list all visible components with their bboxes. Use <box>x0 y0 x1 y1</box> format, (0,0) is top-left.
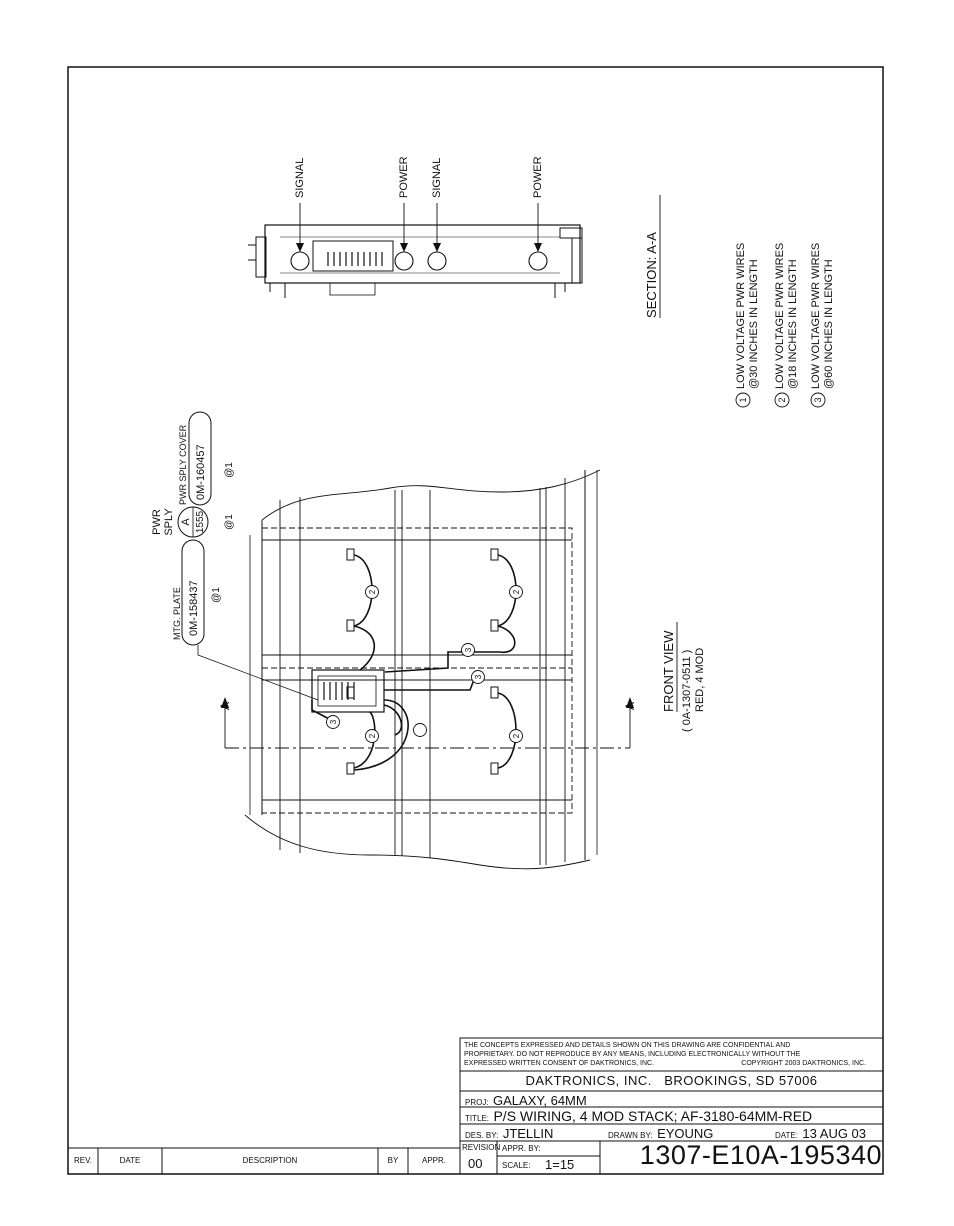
power-supply-letter: A <box>180 518 192 526</box>
power-connector <box>395 252 413 270</box>
confidential-line-row <box>464 1059 880 1068</box>
revision-header-by: BY <box>387 1156 399 1165</box>
confidential-notice <box>464 1041 880 1068</box>
scale-label: SCALE: <box>502 1161 531 1170</box>
svg-text:2: 2 <box>512 589 521 595</box>
svg-text:3: 3 <box>464 647 473 653</box>
scale-value: 1=15 <box>545 1157 575 1172</box>
note-line: LOW VOLTAGE PWR WIRES <box>810 242 822 389</box>
plate-part-number: 0M-158437 <box>188 580 200 636</box>
front-view-desc: RED, 4 MOD <box>694 647 706 712</box>
confidential-line: PROPRIETARY. DO NOT REPRODUCE BY ANY MEANS, INCLUDING ELECTRONICALLY WITHOUT THE <box>464 1051 801 1058</box>
power-supply-qty: @1 <box>224 514 235 530</box>
note-number: 1 <box>738 397 748 403</box>
signal-connector <box>428 252 446 270</box>
front-view-part: ( 0A-1307-0511 ) <box>681 649 693 732</box>
project-value: GALAXY, 64MM <box>493 1093 587 1108</box>
title-label: TITLE: <box>465 1114 490 1123</box>
confidential-line: THE CONCEPTS EXPRESSED AND DETAILS SHOWN ON THIS DRAWING ARE CONFIDENTIAL AND <box>464 1042 791 1049</box>
break-line <box>245 815 590 869</box>
svg-text:2: 2 <box>368 733 377 739</box>
copyright: COPYRIGHT 2003 DAKTRONICS, INC. <box>741 1060 866 1067</box>
power-supply-callout <box>151 412 318 700</box>
company-name: DAKTRONICS, INC. BROOKINGS, SD 57006 <box>525 1073 818 1088</box>
drawn-by-label: DRAWN BY: <box>608 1131 653 1140</box>
cover-qty: @1 <box>224 462 235 478</box>
approved-by-label: APPR. BY: <box>502 1144 541 1153</box>
svg-text:2: 2 <box>512 733 521 739</box>
section-view <box>248 156 660 318</box>
title-value: P/S WIRING, 4 MOD STACK; AF-3180-64MM-RED <box>493 1108 813 1124</box>
callout-power-label: POWER <box>532 156 544 198</box>
section-marker-left: A <box>218 701 232 710</box>
note-line: LOW VOLTAGE PWR WIRES <box>774 242 786 389</box>
confidential-line: EXPRESSED WRITTEN CONSENT OF DAKTRONICS, INC. <box>464 1060 655 1067</box>
section-marker-right: A <box>623 701 637 710</box>
front-view <box>218 470 706 869</box>
note-line: LOW VOLTAGE PWR WIRES <box>735 242 747 389</box>
note-number: 3 <box>813 397 823 403</box>
note-line: @30 INCHES IN LENGTH <box>748 259 760 389</box>
svg-text:3: 3 <box>329 719 338 725</box>
designer-label: DES. BY: <box>465 1131 499 1140</box>
break-line <box>262 470 600 520</box>
designer-value: JTELLIN <box>502 1126 554 1141</box>
power-supply-label: SPLY <box>163 508 175 536</box>
drawing-number: 1307-E10A-195340 <box>639 1140 882 1170</box>
section-title: SECTION: A-A <box>644 232 659 318</box>
project-label: PROJ: <box>465 1098 489 1107</box>
front-view-title: FRONT VIEW <box>661 630 676 712</box>
svg-text:3: 3 <box>474 674 483 680</box>
power-supply-number: 1555 <box>195 510 206 534</box>
cover-part-number: 0M-160457 <box>195 444 207 500</box>
note-line: @18 INCHES IN LENGTH <box>787 259 799 389</box>
callout-signal-label: SIGNAL <box>294 157 306 198</box>
revision-label: REVISION <box>462 1143 501 1152</box>
power-connector <box>529 252 547 270</box>
designer-row <box>465 1125 553 1143</box>
power-supply-label: PWR <box>151 509 163 535</box>
revision-header-description: DESCRIPTION <box>242 1156 298 1165</box>
revision-header-rev: REV. <box>74 1156 92 1165</box>
revision-header-appr: APPR. <box>421 1156 446 1165</box>
note-line: @60 INCHES IN LENGTH <box>823 259 835 389</box>
callout-signal-label: SIGNAL <box>431 157 443 198</box>
date-label: DATE: <box>775 1131 798 1140</box>
notes <box>735 243 835 407</box>
plate-qty: @1 <box>211 587 222 603</box>
title-row <box>465 1108 812 1126</box>
callout-power-label: POWER <box>398 156 410 198</box>
svg-text:2: 2 <box>368 589 377 595</box>
signal-connector <box>291 252 309 270</box>
date-value: 13 AUG 03 <box>802 1126 867 1141</box>
plate-label: MTG. PLATE <box>172 587 182 640</box>
cover-label: PWR SPLY COVER <box>178 424 188 505</box>
note-number: 2 <box>777 397 787 403</box>
terminal-block <box>313 241 393 271</box>
revision-header-date: DATE <box>119 1156 141 1165</box>
drawn-by-value: EYOUNG <box>657 1126 714 1141</box>
revision-value: 00 <box>468 1156 483 1171</box>
